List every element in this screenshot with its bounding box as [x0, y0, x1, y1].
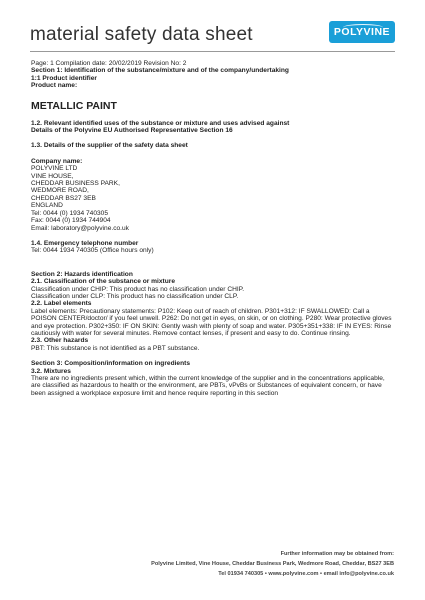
section1-sub2-line2: Details of the Polyvine EU Authorised Representative Section 16	[31, 127, 233, 135]
product-name-label: Product name:	[31, 82, 78, 90]
section3-sub1: 3.2. Mixtures	[31, 367, 71, 375]
section2-sub3: 2.3. Other hazards	[31, 337, 89, 345]
page-footer	[151, 549, 394, 579]
emergency-phone: Tel: 0044 1934 740305 (Office hours only)	[31, 247, 154, 255]
company-line: WEDMORE ROAD,	[31, 187, 89, 195]
company-line: VINE HOUSE,	[31, 172, 74, 180]
logo-text: POLYVINE	[333, 26, 391, 38]
section1-sub1: 1:1 Product identifier	[31, 74, 97, 82]
company-line: Fax: 0044 (0) 1934 744904	[31, 217, 111, 225]
section3-heading: Section 3: Composition/information on ingredients	[31, 360, 190, 368]
document-body	[31, 60, 395, 397]
product-name: METALLIC PAINT	[31, 99, 117, 112]
company-line: Tel: 0044 (0) 1934 740305	[31, 209, 108, 217]
company-line: Email: laboratory@polyvine.co.uk	[31, 224, 129, 232]
section1-sub2-line1: 1.2. Relevant identified uses of the substance or mixture and uses advised against	[31, 119, 290, 127]
section2-sub2: 2.2. Label elements	[31, 300, 92, 308]
section1-sub3: 1.3. Details of the supplier of the safety data sheet	[31, 142, 188, 150]
clp-classification: Classification under CLP: This product has no classification under CLP.	[31, 292, 239, 300]
header-divider	[30, 51, 395, 52]
company-line: CHEDDAR BUSINESS PARK,	[31, 180, 120, 188]
document-title: material safety data sheet	[30, 24, 253, 45]
section1-sub4: 1.4. Emergency telephone number	[31, 239, 139, 247]
pbt-text: PBT: This substance is not identified as a PBT substance.	[31, 344, 200, 352]
company-line: CHEDDAR BS27 3EB	[31, 194, 96, 202]
logo-swoosh-icon	[343, 24, 383, 31]
section2-heading: Section 2: Hazards identification	[31, 270, 133, 278]
company-line: POLYVINE LTD	[31, 165, 78, 173]
company-label: Company name:	[31, 157, 83, 165]
label-elements-text: Label elements: Precautionary statements: P102: Keep out of reach of children. P301+312: IF SWALLOWED: Call a POISON CENTER/doctor/ if you feel unwell. P262: Do not get in eyes, on skin, or on clothing. P280: Wear protective gloves and eye protection. P302+350: IF ON SKIN: Gently wash with plenty of soap and water. P305+351+338: IF IN EYES: Rinse cautiously with water for several minutes. Remove contact lenses, if present and easy to do. Continue rinsing.	[31, 307, 392, 337]
footer-line1: Further information may be obtained from:	[280, 551, 394, 557]
section2-sub1: 2.1. Classification of the substance or mixture	[31, 278, 176, 286]
company-line: ENGLAND	[31, 202, 63, 210]
section1-heading: Section 1: Identification of the substance/mixture and of the company/undertaking	[31, 67, 289, 75]
section3-text: There are no ingredients present which, within the current knowledge of the supplier and in the concentrations applicable, are classified as hazardous to health or the environment, are PBTs, vPvBs or Substances of equivalent concern, or have been assigned a workplace exposure limit and hence require reporting in this section	[31, 375, 385, 397]
company-address	[31, 165, 395, 232]
chip-classification: Classification under CHIP: This product has no classification under CHIP.	[31, 285, 245, 293]
footer-line2: Polyvine Limited, Vine House, Cheddar Business Park, Wedmore Road, Cheddar, BS27 3EB	[151, 561, 394, 567]
page-meta: Page: 1 Compilation date: 20/02/2019 Revision No: 2	[31, 60, 187, 67]
polyvine-logo	[329, 21, 395, 43]
footer-line3: Tel 01934 740305 • www.polyvine.com • email info@polyvine.co.uk	[218, 571, 394, 577]
